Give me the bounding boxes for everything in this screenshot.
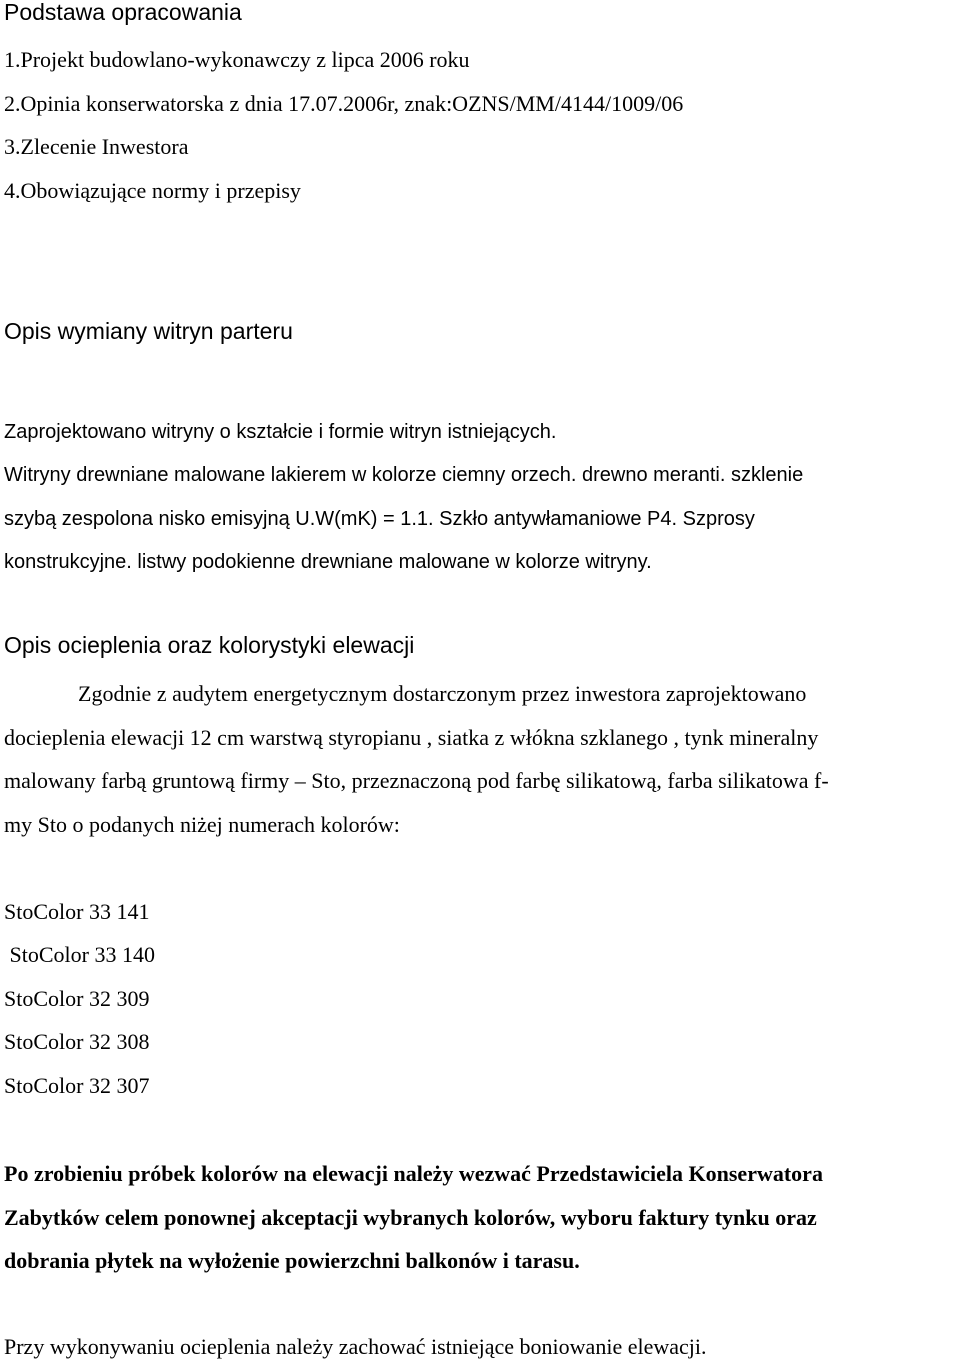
color-code: StoColor 33 141 xyxy=(4,899,150,924)
footer-note: Przy wykonywaniu ocieplenia należy zachować istniejące boniowanie elewacji. xyxy=(4,1334,707,1359)
insulation-paragraph-line: malowany farbą gruntową firmy – Sto, przeznaczoną pod farbę silikatową, farba silikatowa f- xyxy=(4,768,829,793)
color-code: StoColor 32 308 xyxy=(4,1029,150,1054)
basis-heading: Podstawa opracowania xyxy=(4,0,242,25)
basis-item: 1.Projekt budowlano-wykonawczy z lipca 2006 roku xyxy=(4,47,470,72)
basis-item: 2.Opinia konserwatorska z dnia 17.07.2006r, znak:OZNS/MM/4144/1009/06 xyxy=(4,91,684,116)
windows-paragraph-line: Zaprojektowano witryny o kształcie i formie witryn istniejących. xyxy=(4,421,557,443)
notice-line: dobrania płytek na wyłożenie powierzchni balkonów i tarasu. xyxy=(4,1248,580,1273)
notice-line: Po zrobieniu próbek kolorów na elewacji należy wezwać Przedstawiciela Konserwatora xyxy=(4,1161,823,1186)
insulation-paragraph-line: Zgodnie z audytem energetycznym dostarczonym przez inwestora zaprojektowano xyxy=(78,681,807,706)
notice-line: Zabytków celem ponownej akceptacji wybranych kolorów, wyboru faktury tynku oraz xyxy=(4,1205,817,1230)
windows-paragraph-line: szybą zespolona nisko emisyjną U.W(mK) = 1.1. Szkło antywłamaniowe P4. Szprosy xyxy=(4,508,755,530)
color-code: StoColor 32 307 xyxy=(4,1073,150,1098)
insulation-paragraph-line: my Sto o podanych niżej numerach kolorów: xyxy=(4,812,400,837)
windows-paragraph-line: Witryny drewniane malowane lakierem w kolorze ciemny orzech. drewno meranti. szklenie xyxy=(4,464,804,486)
basis-item: 3.Zlecenie Inwestora xyxy=(4,134,189,159)
windows-paragraph-line: konstrukcyjne. listwy podokienne drewniane malowane w kolorze witryny. xyxy=(4,551,652,573)
windows-heading: Opis wymiany witryn parteru xyxy=(4,318,293,344)
color-code: StoColor 33 140 xyxy=(4,942,155,967)
insulation-paragraph-line: docieplenia elewacji 12 cm warstwą styropianu , siatka z włókna szklanego , tynk mineralny xyxy=(4,725,819,750)
insulation-heading: Opis ocieplenia oraz kolorystyki elewacji xyxy=(4,632,415,658)
basis-item: 4.Obowiązujące normy i przepisy xyxy=(4,178,301,203)
color-code: StoColor 32 309 xyxy=(4,986,150,1011)
